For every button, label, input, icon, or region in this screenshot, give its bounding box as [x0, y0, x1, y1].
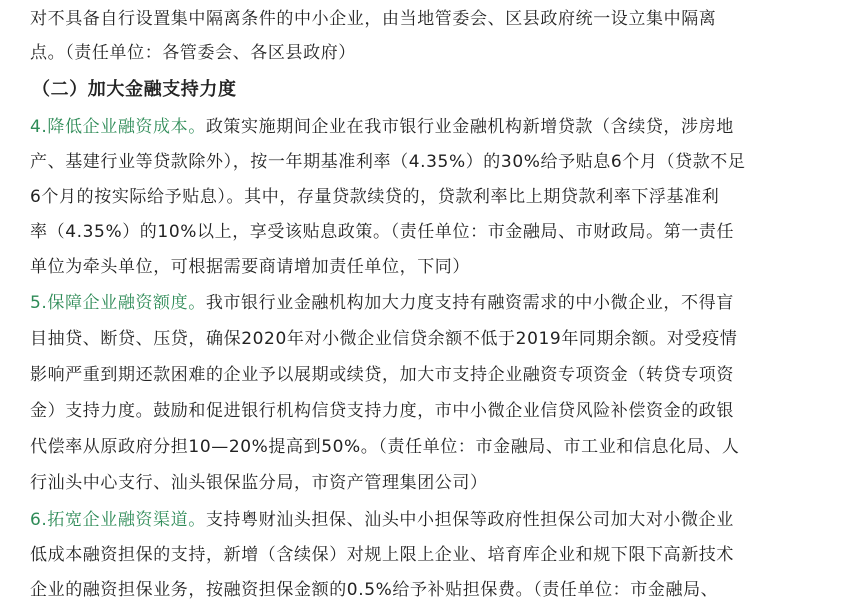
- item-4-text: 政策实施期间企业在我市银行业金融机构新增贷款（含续贷，涉房地: [205, 117, 734, 137]
- paragraph-line: 代偿率从原政府分担10—20%提高到50%。（责任单位：市金融局、市工业和信息化局、人: [30, 437, 740, 457]
- item-5-number: 5.: [30, 293, 48, 313]
- paragraph-line: 影响严重到期还款困难的企业予以展期或续贷，加大市支持企业融资专项资金（转贷专项资: [30, 365, 734, 385]
- paragraph-line: 对不具备自行设置集中隔离条件的中小企业，由当地管委会、区县政府统一设立集中隔离: [30, 9, 717, 29]
- paragraph-line: 目抽贷、断贷、压贷，确保2020年对小微企业信贷余额不低于2019年同期余额。对受疫情: [30, 329, 738, 349]
- paragraph-line: 产、基建行业等贷款除外），按一年期基准利率（4.35%）的30%给予贴息6个月（贷款不足: [30, 152, 746, 172]
- paragraph-line: 单位为牵头单位，可根据需要商请增加责任单位，下同）: [30, 257, 470, 277]
- item-6-first-line: [30, 503, 830, 537]
- item-5-first-line: [30, 286, 830, 320]
- item-6-title: 拓宽企业融资渠道。: [47, 510, 206, 530]
- item-5-title: 保障企业融资额度。: [47, 293, 206, 313]
- section-heading: （二）加大金融支持力度: [32, 79, 237, 100]
- paragraph-line: 低成本融资担保的支持，新增（含续保）对规上限上企业、培育库企业和规下限下高新技术: [30, 545, 734, 565]
- paragraph-line: 6个月的按实际给予贴息）。其中，存量贷款续贷的，贷款利率比上期贷款利率下浮基准利: [30, 187, 720, 207]
- item-5-text: 我市银行业金融机构加大力度支持有融资需求的中小微企业，不得盲: [205, 293, 734, 313]
- paragraph-line: 点。（责任单位：各管委会、各区县政府）: [30, 43, 356, 63]
- item-4-first-line: [30, 110, 830, 144]
- item-4-title: 降低企业融资成本。: [47, 117, 206, 137]
- item-6-number: 6.: [30, 510, 48, 530]
- paragraph-line: 率（4.35%）的10%以上，享受该贴息政策。（责任单位：市金融局、市财政局。第一责任: [30, 222, 735, 242]
- item-4-number: 4.: [30, 117, 48, 137]
- paragraph-line: 企业的融资担保业务，按融资担保金额的0.5%给予补贴担保费。（责任单位：市金融局、: [30, 580, 719, 600]
- paragraph-line: 行汕头中心支行、汕头银保监分局，市资产管理集团公司）: [30, 473, 488, 493]
- item-6-text: 支持粤财汕头担保、汕头中小担保等政府性担保公司加大对小微企业: [205, 510, 734, 530]
- paragraph-line: 金）支持力度。鼓励和促进银行机构信贷支持力度，市中小微企业信贷风险补偿资金的政银: [30, 401, 734, 421]
